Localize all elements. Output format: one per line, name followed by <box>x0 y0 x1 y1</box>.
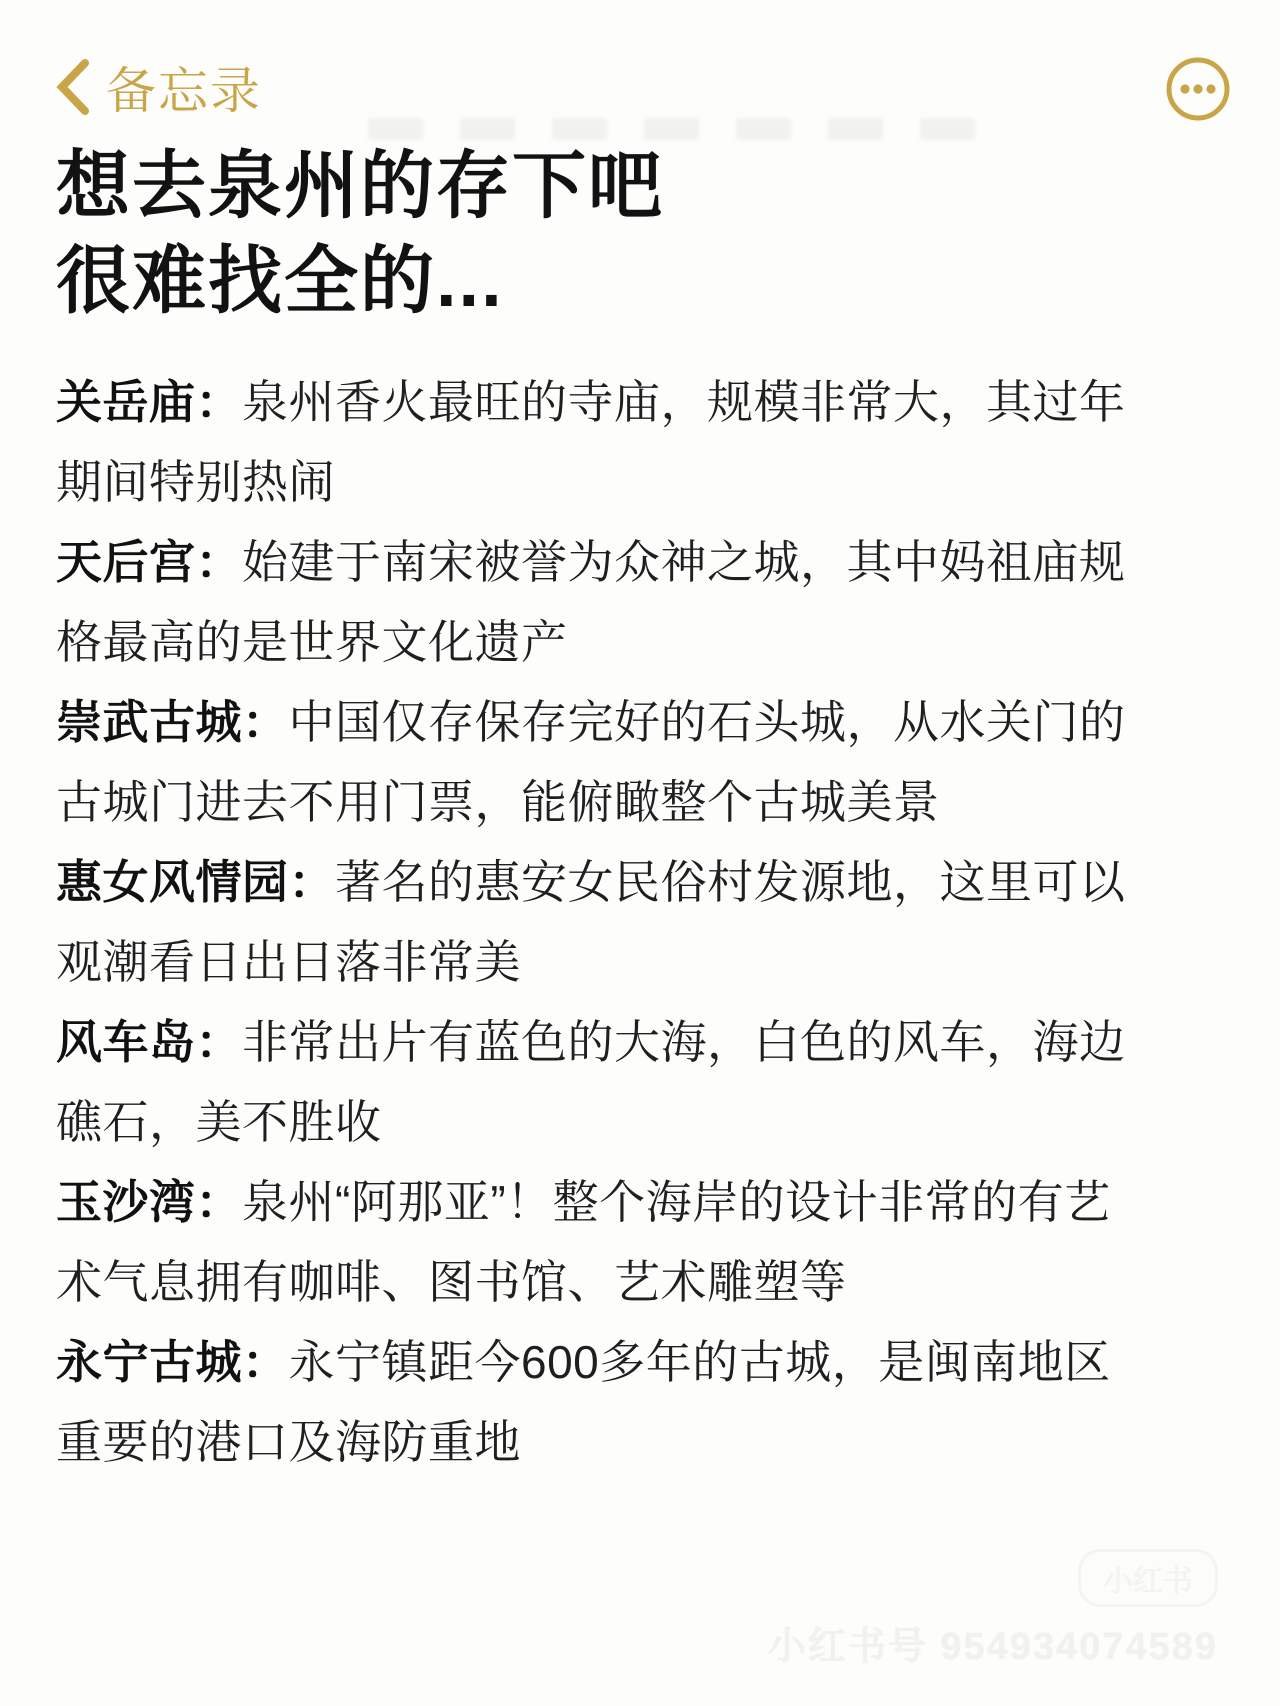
note-title-line-1: 想去泉州的存下吧 <box>56 144 664 227</box>
back-chevron-icon <box>52 58 92 121</box>
note-entry <box>56 682 1141 842</box>
entry-text: 泉州香火最旺的寺庙，规模非常大，其过年期间特别热闹 <box>56 376 1126 508</box>
note-entries <box>56 362 1141 1482</box>
entry-label: 玉沙湾： <box>56 1176 242 1228</box>
entry-text: 泉州“阿那亚”！整个海岸的设计非常的有艺术气息拥有咖啡、图书馆、艺术雕塑等 <box>56 1176 1111 1308</box>
nav-bar <box>52 52 1232 126</box>
note-title <box>56 138 1141 328</box>
entry-text: 中国仅存保存完好的石头城，从水关门的古城门进去不用门票，能俯瞰整个古城美景 <box>56 696 1126 828</box>
entry-label: 天后宫： <box>56 536 242 588</box>
entry-label: 关岳庙： <box>56 376 242 428</box>
note-content[interactable] <box>56 138 1141 1482</box>
xiaohongshu-logo-badge: 小红书 <box>1078 1549 1218 1607</box>
entry-label: 永宁古城： <box>56 1336 289 1388</box>
more-button[interactable] <box>1164 55 1232 123</box>
note-entry <box>56 362 1141 522</box>
back-button-label: 备忘录 <box>106 63 262 119</box>
note-entry <box>56 1002 1141 1162</box>
note-entry <box>56 1162 1141 1322</box>
ellipsis-circle-icon <box>1164 110 1232 127</box>
entry-label: 风车岛： <box>56 1016 242 1068</box>
entry-text: 非常出片有蓝色的大海，白色的风车，海边礁石，美不胜收 <box>56 1016 1126 1148</box>
note-entry <box>56 522 1141 682</box>
entry-label: 惠女风情园： <box>56 856 335 908</box>
xiaohongshu-watermark <box>768 1549 1218 1670</box>
xiaohongshu-id-text: 小红书号 954934074589 <box>767 1626 1218 1668</box>
entry-label: 崇武古城： <box>56 696 289 748</box>
entry-text: 著名的惠安女民俗村发源地，这里可以观潮看日出日落非常美 <box>56 856 1126 988</box>
back-button[interactable] <box>52 58 262 121</box>
note-entry <box>56 842 1141 1002</box>
note-title-line-2: 很难找全的... <box>56 239 504 322</box>
entry-text: 永宁镇距今600多年的古城，是闽南地区重要的港口及海防重地 <box>56 1336 1111 1468</box>
note-entry <box>56 1322 1141 1482</box>
entry-text: 始建于南宋被誉为众神之城，其中妈祖庙规格最高的是世界文化遗产 <box>56 536 1126 668</box>
